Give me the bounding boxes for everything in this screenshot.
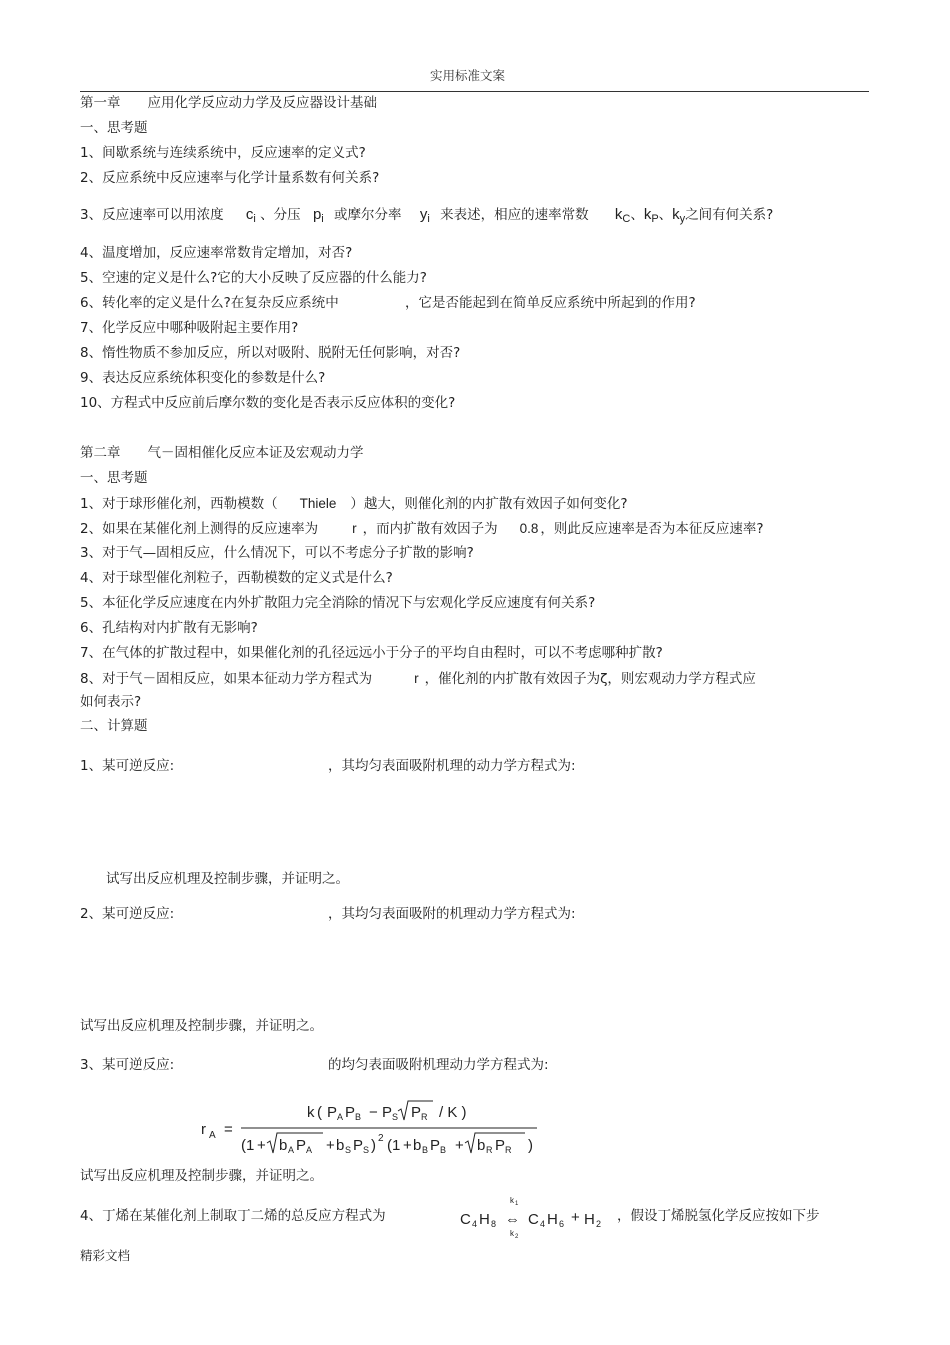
- eq-k1: k: [510, 1196, 514, 1205]
- ch2-question-7: 7、在气体的扩散过程中，如果催化剂的孔径远远小于分子的平均自由程时，可以不考虑哪种扩散?: [80, 645, 663, 661]
- q8-text-c: ，催化剂的内扩散有效因子为ζ，则宏观动力学方程式应: [424, 671, 756, 687]
- calc-problem-1-a: 1、某可逆反应:: [80, 758, 175, 774]
- num-PB-sub: B: [355, 1112, 362, 1122]
- symbol-kp: $k_P$: [643, 206, 659, 225]
- calc-problem-2-c: 试写出反应机理及控制步骤，并证明之。: [80, 1018, 323, 1034]
- chapter2-section-2-heading: 二、计算题: [80, 718, 148, 734]
- den-PA-sub: A: [306, 1145, 313, 1155]
- eq-n6: 6: [559, 1219, 565, 1229]
- eq-C-left: C: [460, 1211, 471, 1228]
- den-close-1: ): [371, 1137, 376, 1154]
- den-bS: b: [336, 1137, 345, 1154]
- calc-problem-3-a: 3、某可逆反应:: [80, 1057, 175, 1073]
- den-PA: P: [296, 1137, 307, 1154]
- ch2-question-2: [80, 522, 764, 537]
- calc-problem-2-b: ，其均匀表面吸附的机理动力学方程式为:: [328, 906, 576, 922]
- num-over-K: / K ): [439, 1104, 467, 1121]
- rate-equation-formula: [197, 1098, 547, 1160]
- ch1-question-2: 2、反应系统中反应速率与化学计量系数有何关系?: [80, 170, 380, 186]
- den-bA-sub: A: [288, 1145, 295, 1155]
- den-plus-2: +: [326, 1137, 335, 1154]
- den-bB-sub: B: [422, 1145, 429, 1155]
- den-plus-1: +: [257, 1137, 266, 1154]
- ch1-question-5: 5、空速的定义是什么?它的大小反映了反应器的什么能力?: [80, 270, 427, 286]
- calc-problem-1-b: ，其均匀表面吸附机理的动力学方程式为:: [328, 758, 576, 774]
- den-bS-sub: S: [345, 1145, 352, 1155]
- den-open-1: (1: [241, 1137, 255, 1154]
- num-minus: −: [369, 1104, 378, 1121]
- formula-lhs-sub: A: [209, 1130, 216, 1141]
- symbol-p: $p_i$: [312, 206, 324, 225]
- chapter2-section-1-heading: 一、思考题: [80, 470, 148, 486]
- symbol-r: r: [352, 521, 357, 536]
- ch1-question-6-b: ，它是否能起到在简单反应系统中所起到的作用?: [405, 295, 696, 311]
- eq-n4-right: 4: [540, 1219, 546, 1229]
- q1-text-c: ）越大，则催化剂的内扩散有效因子如何变化?: [350, 496, 628, 512]
- den-PS-sub: S: [363, 1145, 370, 1155]
- num-paren: (: [317, 1104, 322, 1121]
- ch1-question-10: 10、方程式中反应前后摩尔数的变化是否表示反应体积的变化?: [80, 395, 456, 411]
- den-bR-sub: R: [486, 1145, 493, 1155]
- formula-lhs: r: [201, 1121, 206, 1138]
- ch2-question-4: 4、对于球型催化剂粒子，西勒模数的定义式是什么?: [80, 570, 393, 586]
- q2-text-a: 2、如果在某催化剂上测得的反应速率为: [80, 521, 319, 537]
- num-PR-sub: R: [421, 1112, 428, 1122]
- num-PS-sub: S: [392, 1112, 399, 1122]
- page-footer: 精彩文档: [80, 1248, 131, 1263]
- q1-text-a: 1、对于球形催化剂，西勒模数（: [80, 496, 278, 512]
- calc-problem-3-b: 的均匀表面吸附机理动力学方程式为:: [328, 1057, 549, 1073]
- ch1-question-9: 9、表达反应系统体积变化的参数是什么?: [80, 370, 326, 386]
- calc-problem-1-c: 试写出反应机理及控制步骤，并证明之。: [106, 871, 349, 887]
- page-header-title: 实用标准文案: [430, 68, 506, 83]
- ch2-question-1: [80, 497, 628, 512]
- den-sqrt-sign-1: [267, 1133, 323, 1153]
- q2-text-e: ，则此反应速率是否为本征反应速率?: [540, 521, 764, 537]
- den-PR: P: [495, 1137, 506, 1154]
- den-exponent: 2: [378, 1133, 384, 1144]
- eq-n2: 2: [596, 1219, 602, 1229]
- ch1-question-6-a: 6、转化率的定义是什么?在复杂反应系统中: [80, 295, 339, 311]
- ch2-question-8: [80, 672, 756, 687]
- den-PR-sub: R: [505, 1145, 512, 1155]
- den-bB: b: [413, 1137, 422, 1154]
- den-plus-3: +: [403, 1137, 412, 1154]
- eq-reversible-arrow: ⇔: [505, 1211, 520, 1228]
- thiele-term: Thiele: [299, 496, 337, 511]
- eq-n8: 8: [491, 1219, 497, 1229]
- den-close-2: ): [528, 1137, 533, 1154]
- calc-problem-4-a: 4、丁烯在某催化剂上制取丁二烯的总反应方程式为: [80, 1208, 386, 1224]
- q2-text-c: ，而内扩散有效因子为: [362, 521, 498, 537]
- den-PS: P: [353, 1137, 364, 1154]
- chapter1-title: 第一章 应用化学反应动力学及反应器设计基础: [80, 95, 377, 111]
- q3-sep-1: 、: [630, 207, 644, 223]
- q3-sep-2: 、: [658, 207, 673, 223]
- q3-text-e: 来表述，相应的速率常数: [440, 207, 589, 223]
- ch1-question-1: 1、间歇系统与连续系统中，反应速率的定义式?: [80, 145, 366, 161]
- num-PA-sub: A: [337, 1112, 344, 1122]
- q3-text-a: 3、反应速率可以用浓度: [80, 207, 224, 223]
- den-open-2: (1: [387, 1137, 401, 1154]
- den-bA: b: [279, 1137, 288, 1154]
- butene-reaction-equation: [456, 1192, 616, 1238]
- num-k: k: [307, 1104, 315, 1121]
- den-plus-4: +: [455, 1137, 464, 1154]
- num-PR: P: [411, 1104, 422, 1121]
- ch1-question-3: [80, 207, 773, 225]
- chapter2-title: 第二章 气－固相催化反应本证及宏观动力学: [80, 445, 364, 461]
- ch1-question-7: 7、化学反应中哪种吸附起主要作用?: [80, 320, 299, 336]
- q3-text-d: 或摩尔分率: [334, 207, 402, 223]
- symbol-y: $y_i$: [419, 206, 430, 225]
- calc-problem-4-b: ，假设丁烯脱氢化学反应按如下步: [617, 1208, 820, 1224]
- formula-equals: =: [224, 1121, 233, 1138]
- num-PA: P: [327, 1104, 338, 1121]
- ch1-question-8: 8、惰性物质不参加反应，所以对吸附、脱附无任何影响，对否?: [80, 345, 461, 361]
- calc-problem-3-c: 试写出反应机理及控制步骤，并证明之。: [80, 1168, 323, 1184]
- chapter1-section-heading: 一、思考题: [80, 120, 148, 136]
- den-PB: P: [430, 1137, 441, 1154]
- eq-k2: k: [510, 1229, 514, 1238]
- ch2-question-3: 3、对于气—固相反应，什么情况下，可以不考虑分子扩散的影响?: [80, 545, 474, 561]
- value-0-8: 0.8: [519, 521, 539, 536]
- ch2-question-8-cont: 如何表示?: [80, 694, 142, 710]
- eq-H2: H: [584, 1211, 595, 1228]
- den-PB-sub: B: [440, 1145, 447, 1155]
- num-PB: P: [345, 1104, 356, 1121]
- q8-text-a: 8、对于气－固相反应，如果本征动力学方程式为: [80, 671, 373, 687]
- eq-C-right: C: [528, 1211, 539, 1228]
- calc-problem-2-a: 2、某可逆反应:: [80, 906, 175, 922]
- ch2-question-6: 6、孔结构对内扩散有无影响?: [80, 620, 258, 636]
- q3-text-b: 、分压: [260, 207, 301, 223]
- symbol-c: $c_i$: [245, 206, 256, 225]
- den-bR: b: [477, 1137, 486, 1154]
- eq-k2-sub: 2: [515, 1234, 519, 1238]
- ch2-question-5: 5、本征化学反应速度在内外扩散阻力完全消除的情况下与宏观化学反应速度有何关系?: [80, 595, 596, 611]
- eq-k1-sub: 1: [515, 1201, 519, 1207]
- eq-H-left: H: [479, 1211, 490, 1228]
- eq-H-right: H: [547, 1211, 558, 1228]
- eq-plus: +: [571, 1209, 580, 1226]
- symbol-ky: $k_y$: [672, 206, 686, 225]
- eq-n4-left: 4: [472, 1219, 478, 1229]
- q3-text-f: 之间有何关系?: [685, 207, 774, 223]
- symbol-kc: $k_C$: [614, 206, 631, 225]
- ch1-question-4: 4、温度增加，反应速率常数肯定增加，对否?: [80, 245, 353, 261]
- header-rule: [80, 91, 869, 92]
- symbol-r: r: [414, 671, 419, 686]
- num-PS: P: [382, 1104, 393, 1121]
